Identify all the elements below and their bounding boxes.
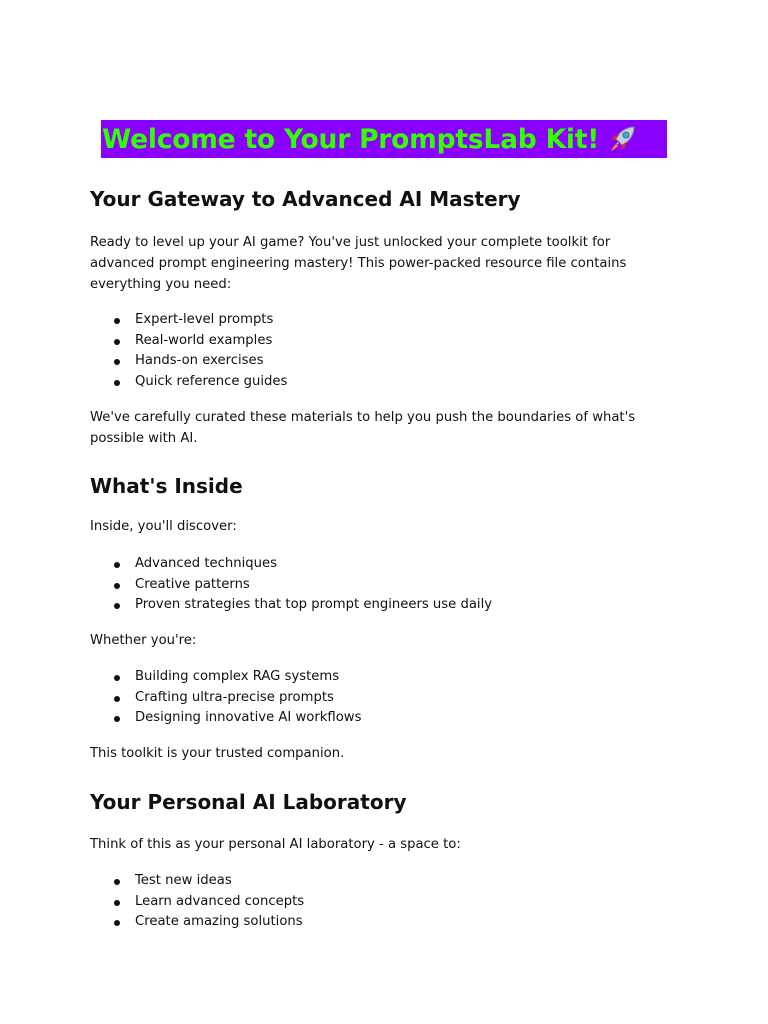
lab-intro-paragraph: Think of this as your personal AI laboratory - a space to: <box>90 837 461 852</box>
list-item: Designing innovative AI workflows <box>90 708 361 729</box>
list-item: Create amazing solutions <box>90 912 304 933</box>
inside-intro-paragraph: Inside, you'll discover: <box>90 519 237 534</box>
list-item: Creative patterns <box>90 575 492 596</box>
gateway-intro-paragraph: Ready to level up your AI game? You've just unlocked your complete toolkit for advanced prompt engineering mastery! This power-packed resource file contains everything you need: <box>90 235 627 292</box>
section-heading-inside: What's Inside <box>90 474 243 498</box>
lab-bullet-list <box>90 871 304 933</box>
section-heading-gateway: Your Gateway to Advanced AI Mastery <box>90 187 521 211</box>
list-item: Expert-level prompts <box>90 310 287 331</box>
list-item: Quick reference guides <box>90 372 287 393</box>
inside-outro-paragraph: This toolkit is your trusted companion. <box>90 746 345 761</box>
page-title: Welcome to Your PromptsLab Kit! <box>102 123 600 155</box>
inside-bullet-list <box>90 554 492 616</box>
gateway-bullet-list <box>90 310 287 392</box>
list-item: Real-world examples <box>90 331 287 352</box>
list-item: Learn advanced concepts <box>90 892 304 913</box>
whether-bullet-list <box>90 667 361 729</box>
title-highlight <box>101 120 667 158</box>
list-item: Building complex RAG systems <box>90 667 361 688</box>
list-item: Proven strategies that top prompt engineers use daily <box>90 595 492 616</box>
list-item: Advanced techniques <box>90 554 492 575</box>
gateway-outro-paragraph: We've carefully curated these materials to help you push the boundaries of what's possible with AI. <box>90 410 636 446</box>
list-item: Test new ideas <box>90 871 304 892</box>
list-item: Hands-on exercises <box>90 351 287 372</box>
section-heading-lab: Your Personal AI Laboratory <box>90 790 407 814</box>
list-item: Crafting ultra-precise prompts <box>90 688 361 709</box>
whether-paragraph: Whether you're: <box>90 633 197 648</box>
rocket-icon <box>605 122 639 156</box>
